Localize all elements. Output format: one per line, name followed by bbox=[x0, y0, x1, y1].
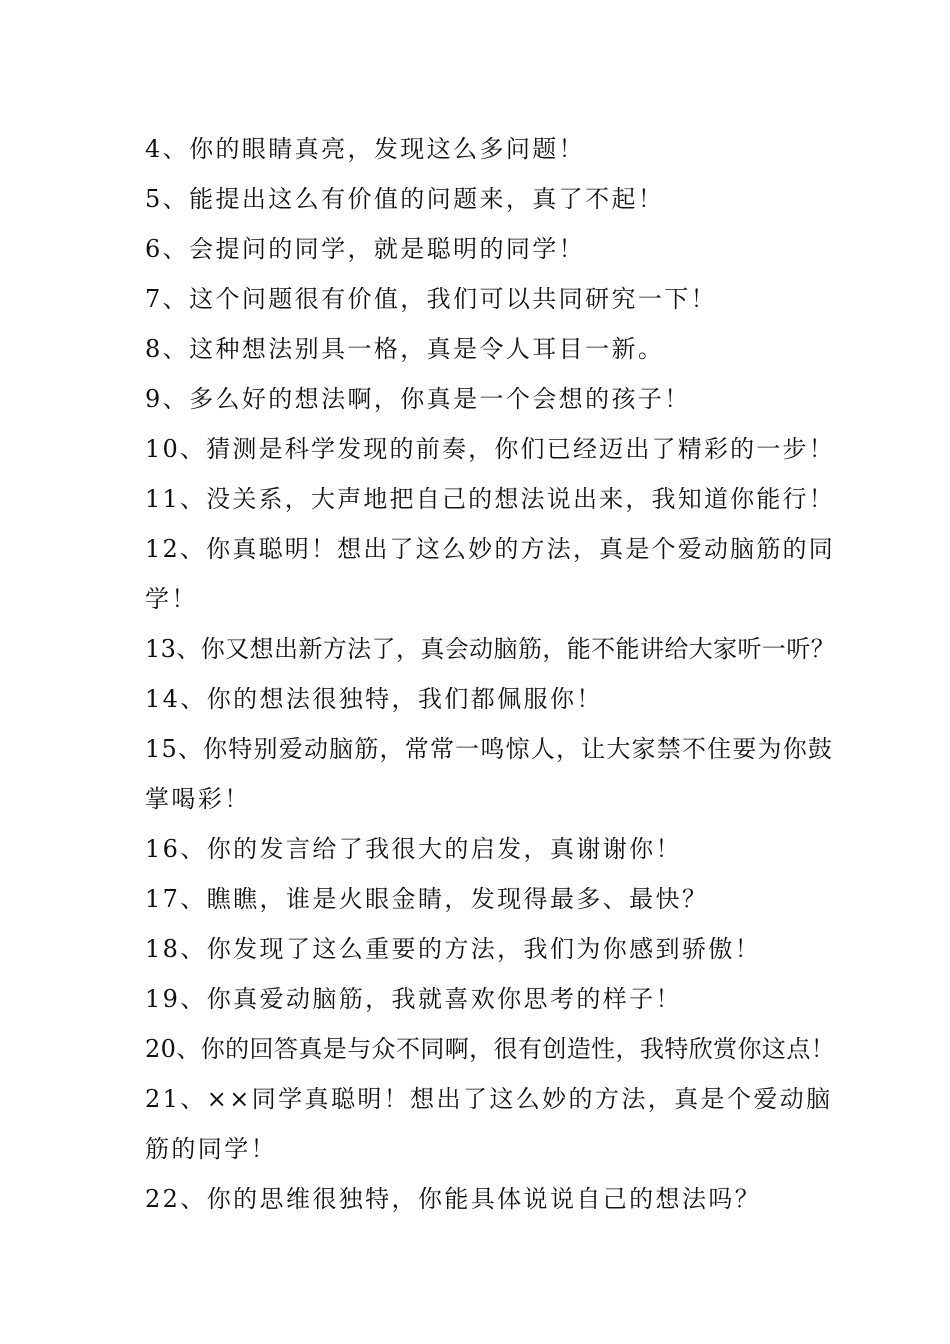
text-line: 19、你真爱动脑筋，我就喜欢你思考的样子！ bbox=[145, 985, 682, 1013]
text-line: 18、你发现了这么重要的方法，我们为你感到骄傲！ bbox=[145, 935, 762, 963]
text-line: 7、这个问题很有价值，我们可以共同研究一下！ bbox=[145, 285, 718, 313]
text-line: 筋的同学！ bbox=[145, 1135, 277, 1163]
text-line: 20、你的回答真是与众不同啊，很有创造性，我特欣赏你这点！ bbox=[145, 1035, 836, 1063]
text-line: 21、××同学真聪明！想出了这么妙的方法，真是个爱动脑 bbox=[145, 1085, 833, 1113]
text-line: 12、你真聪明！想出了这么妙的方法，真是个爱动脑筋的同 bbox=[145, 535, 835, 563]
praise-list bbox=[145, 124, 835, 1224]
text-line: 8、这种想法别具一格，真是令人耳目一新。 bbox=[145, 335, 665, 363]
text-line: 13、你又想出新方法了，真会动脑筋，能不能讲给大家听一听？ bbox=[145, 635, 836, 663]
text-line: 掌喝彩！ bbox=[145, 785, 251, 813]
text-line: 11、没关系，大声地把自己的想法说出来，我知道你能行！ bbox=[145, 485, 835, 513]
text-line: 14、你的想法很独特，我们都佩服你！ bbox=[145, 685, 603, 713]
text-line: 10、猜测是科学发现的前奏，你们已经迈出了精彩的一步！ bbox=[145, 435, 835, 463]
text-line: 17、瞧瞧，谁是火眼金睛，发现得最多、最快？ bbox=[145, 885, 709, 913]
text-line: 22、你的思维很独特，你能具体说说自己的想法吗？ bbox=[145, 1185, 762, 1213]
text-line: 4、你的眼睛真亮，发现这么多问题！ bbox=[145, 135, 586, 163]
text-line: 9、多么好的想法啊，你真是一个会想的孩子！ bbox=[145, 385, 691, 413]
text-line: 16、你的发言给了我很大的启发，真谢谢你！ bbox=[145, 835, 682, 863]
text-line: 学！ bbox=[145, 585, 198, 613]
text-line: 6、会提问的同学，就是聪明的同学！ bbox=[145, 235, 586, 263]
text-line: 15、你特别爱动脑筋，常常一鸣惊人，让大家禁不住要为你鼓 bbox=[145, 735, 834, 763]
text-line: 5、能提出这么有价值的问题来，真了不起！ bbox=[145, 185, 665, 213]
